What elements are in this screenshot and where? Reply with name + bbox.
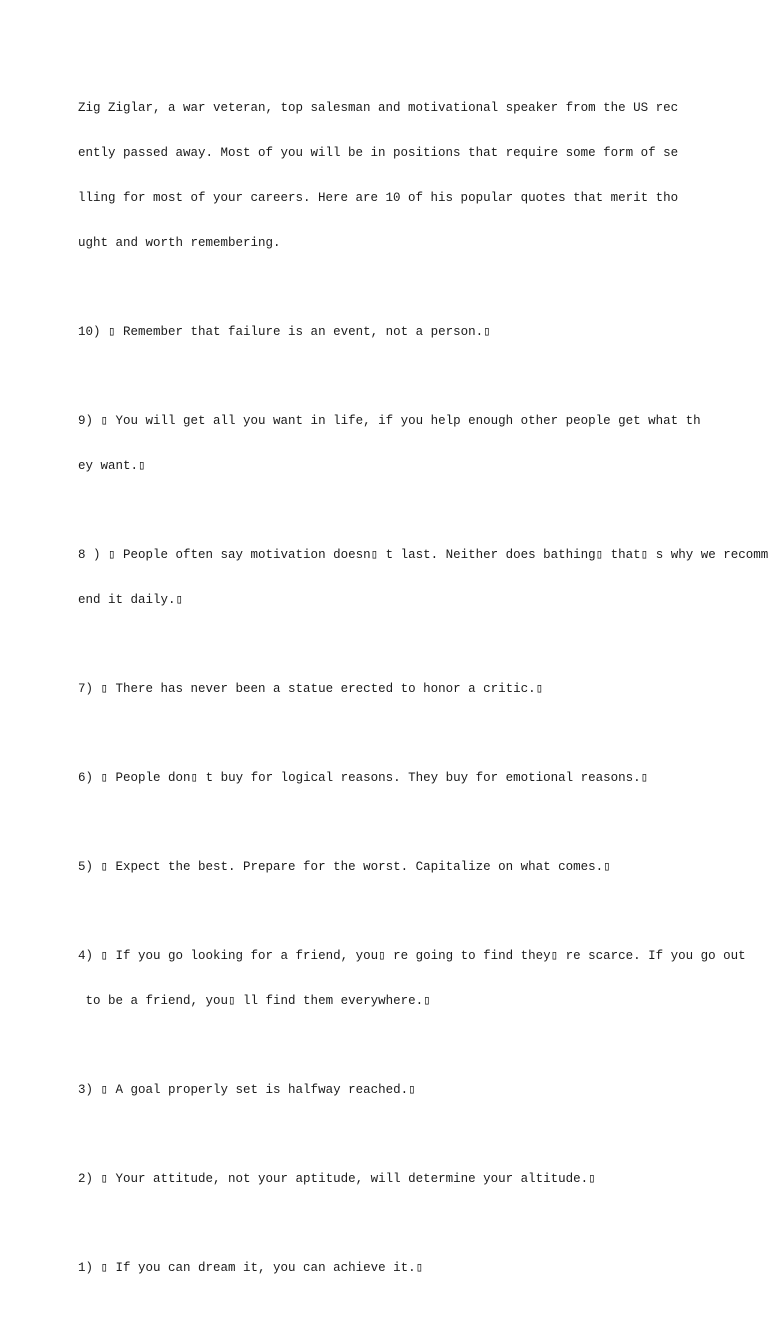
quote-8 [78, 518, 766, 638]
document-page [78, 71, 766, 1320]
quote-line: 10) ▯ Remember that failure is an event, not a person.▯ [78, 325, 491, 339]
quote-2 [78, 1142, 766, 1217]
quote-line: to be a friend, you▯ ll find them everywhere.▯ [78, 994, 431, 1008]
quote-10 [78, 295, 766, 370]
quote-6 [78, 741, 766, 816]
quote-line: 2) ▯ Your attitude, not your aptitude, will determine your altitude.▯ [78, 1172, 596, 1186]
quote-line: end it daily.▯ [78, 593, 184, 607]
quote-7 [78, 652, 766, 727]
quote-line: 5) ▯ Expect the best. Prepare for the worst. Capitalize on what comes.▯ [78, 860, 611, 874]
intro-line: lling for most of your careers. Here are 10 of his popular quotes that merit tho [78, 191, 679, 205]
quote-line: 8 ) ▯ People often say motivation doesn▯ t last. Neither does bathing▯ that▯ s why we recomm [78, 548, 768, 562]
quote-5 [78, 830, 766, 905]
quote-1 [78, 1231, 766, 1306]
intro-line: Zig Ziglar, a war veteran, top salesman and motivational speaker from the US rec [78, 101, 679, 115]
quote-3 [78, 1053, 766, 1128]
quote-line: 4) ▯ If you go looking for a friend, you▯ re going to find they▯ re scarce. If you go out [78, 949, 746, 963]
quote-line: 1) ▯ If you can dream it, you can achieve it.▯ [78, 1261, 424, 1275]
intro-line: ught and worth remembering. [78, 236, 281, 250]
quote-line: ey want.▯ [78, 459, 146, 473]
intro-line: ently passed away. Most of you will be in positions that require some form of se [78, 146, 679, 160]
quote-line: 6) ▯ People don▯ t buy for logical reasons. They buy for emotional reasons.▯ [78, 771, 649, 785]
quote-line: 9) ▯ You will get all you want in life, if you help enough other people get what th [78, 414, 701, 428]
quote-line: 7) ▯ There has never been a statue erected to honor a critic.▯ [78, 682, 544, 696]
quote-9 [78, 384, 766, 504]
quote-4 [78, 919, 766, 1039]
intro-paragraph [78, 71, 766, 281]
quote-line: 3) ▯ A goal properly set is halfway reached.▯ [78, 1083, 416, 1097]
